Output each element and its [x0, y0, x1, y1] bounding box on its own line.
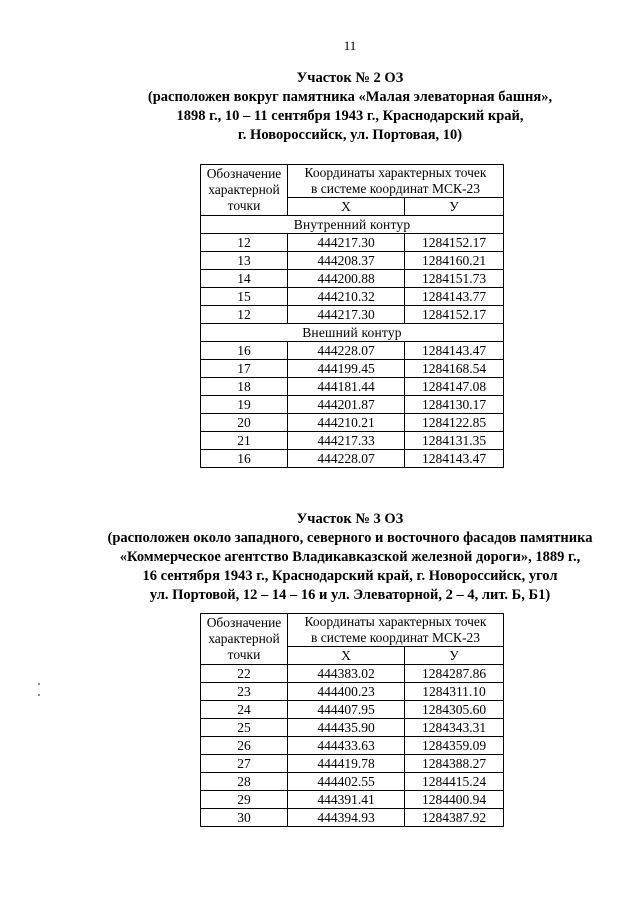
table-row [201, 342, 504, 360]
table-row [201, 396, 504, 414]
page-number: 11 [343, 38, 357, 53]
table-row [201, 378, 504, 396]
table-header-row [201, 614, 504, 647]
y-coordinate-cell: 1284152.17 [405, 306, 504, 324]
point-number-cell: 28 [201, 773, 288, 791]
section-subtitle-line: г. Новороссийск, ул. Портовая, 10) [237, 127, 463, 143]
section-heading-3 [0, 510, 639, 605]
table-body [201, 665, 504, 827]
x-coordinate-cell: 444210.21 [288, 414, 405, 432]
table-row [201, 773, 504, 791]
y-coordinate-cell: 1284388.27 [405, 755, 504, 773]
table-row [201, 755, 504, 773]
x-coordinate-cell: 444199.45 [288, 360, 405, 378]
contour-label: Внутренний контур [201, 216, 504, 234]
point-number-cell: 29 [201, 791, 288, 809]
scan-speck [38, 694, 40, 696]
point-column-header: Обозначение характерной точки [201, 165, 288, 216]
table-body [201, 216, 504, 468]
section-title: Участок № 2 ОЗ [296, 70, 404, 86]
y-coordinate-cell: 1284143.47 [405, 450, 504, 468]
y-column-header: У [405, 198, 504, 216]
coords-column-header: Координаты характерных точек в системе координат МСК-23 [288, 614, 504, 647]
x-coordinate-cell: 444210.32 [288, 288, 405, 306]
point-number-cell: 26 [201, 737, 288, 755]
x-coordinate-cell: 444208.37 [288, 252, 405, 270]
y-coordinate-cell: 1284151.73 [405, 270, 504, 288]
point-number-cell: 27 [201, 755, 288, 773]
x-column-header: X [288, 198, 405, 216]
x-column-header: X [288, 647, 405, 665]
point-number-cell: 15 [201, 288, 288, 306]
x-coordinate-cell: 444394.93 [288, 809, 405, 827]
x-coordinate-cell: 444201.87 [288, 396, 405, 414]
y-coordinate-cell: 1284143.47 [405, 342, 504, 360]
y-coordinate-cell: 1284387.92 [405, 809, 504, 827]
coordinates-table-2 [200, 164, 504, 468]
table-row [201, 360, 504, 378]
table-row [201, 791, 504, 809]
x-coordinate-cell: 444400.23 [288, 683, 405, 701]
section-subtitle-line: 16 сентября 1943 г., Краснодарский край, г. Новороссийск, угол [142, 568, 558, 584]
y-coordinate-cell: 1284305.60 [405, 701, 504, 719]
x-coordinate-cell: 444402.55 [288, 773, 405, 791]
point-number-cell: 16 [201, 450, 288, 468]
x-coordinate-cell: 444391.41 [288, 791, 405, 809]
point-number-cell: 13 [201, 252, 288, 270]
x-coordinate-cell: 444217.30 [288, 306, 405, 324]
table-header-row [201, 165, 504, 198]
x-coordinate-cell: 444228.07 [288, 342, 405, 360]
table-row [201, 234, 504, 252]
point-number-cell: 16 [201, 342, 288, 360]
section-title: Участок № 3 ОЗ [296, 511, 404, 527]
contour-group-row [201, 216, 504, 234]
contour-group-row [201, 324, 504, 342]
table-row [201, 719, 504, 737]
table-row [201, 252, 504, 270]
section-heading-2 [0, 69, 639, 145]
section-subtitle-line: «Коммерческое агентство Владикавказской железной дороги», 1889 г., [119, 549, 581, 565]
point-number-cell: 24 [201, 701, 288, 719]
scan-speck [38, 683, 40, 685]
x-coordinate-cell: 444217.30 [288, 234, 405, 252]
point-column-header: Обозначение характерной точки [201, 614, 288, 665]
coords-column-header: Координаты характерных точек в системе координат МСК-23 [288, 165, 504, 198]
y-coordinate-cell: 1284359.09 [405, 737, 504, 755]
y-coordinate-cell: 1284168.54 [405, 360, 504, 378]
point-number-cell: 17 [201, 360, 288, 378]
y-coordinate-cell: 1284311.10 [405, 683, 504, 701]
y-coordinate-cell: 1284400.94 [405, 791, 504, 809]
x-coordinate-cell: 444228.07 [288, 450, 405, 468]
point-number-cell: 14 [201, 270, 288, 288]
x-coordinate-cell: 444217.33 [288, 432, 405, 450]
x-coordinate-cell: 444407.95 [288, 701, 405, 719]
x-coordinate-cell: 444433.63 [288, 737, 405, 755]
table-row [201, 450, 504, 468]
y-coordinate-cell: 1284415.24 [405, 773, 504, 791]
table-row [201, 809, 504, 827]
y-coordinate-cell: 1284147.08 [405, 378, 504, 396]
y-coordinate-cell: 1284287.86 [405, 665, 504, 683]
point-number-cell: 25 [201, 719, 288, 737]
point-number-cell: 20 [201, 414, 288, 432]
y-coordinate-cell: 1284143.77 [405, 288, 504, 306]
y-coordinate-cell: 1284131.35 [405, 432, 504, 450]
x-coordinate-cell: 444181.44 [288, 378, 405, 396]
point-number-cell: 30 [201, 809, 288, 827]
point-number-cell: 21 [201, 432, 288, 450]
point-number-cell: 19 [201, 396, 288, 414]
table-row [201, 737, 504, 755]
point-number-cell: 23 [201, 683, 288, 701]
point-number-cell: 18 [201, 378, 288, 396]
table-row [201, 288, 504, 306]
section-subtitle-line: (расположен около западного, северного и восточного фасадов памятника [107, 530, 593, 546]
y-column-header: У [405, 647, 504, 665]
x-coordinate-cell: 444419.78 [288, 755, 405, 773]
table-row [201, 683, 504, 701]
table-row [201, 665, 504, 683]
x-coordinate-cell: 444200.88 [288, 270, 405, 288]
x-coordinate-cell: 444435.90 [288, 719, 405, 737]
section-subtitle-line: (расположен вокруг памятника «Малая элеваторная башня», [147, 89, 553, 105]
section-subtitle-line: ул. Портовой, 12 – 14 – 16 и ул. Элеваторной, 2 – 4, лит. Б, Б1) [149, 587, 551, 603]
table-row [201, 432, 504, 450]
y-coordinate-cell: 1284160.21 [405, 252, 504, 270]
y-coordinate-cell: 1284152.17 [405, 234, 504, 252]
point-number-cell: 22 [201, 665, 288, 683]
y-coordinate-cell: 1284343.31 [405, 719, 504, 737]
table-row [201, 306, 504, 324]
table-row [201, 414, 504, 432]
y-coordinate-cell: 1284122.85 [405, 414, 504, 432]
y-coordinate-cell: 1284130.17 [405, 396, 504, 414]
point-number-cell: 12 [201, 234, 288, 252]
point-number-cell: 12 [201, 306, 288, 324]
contour-label: Внешний контур [201, 324, 504, 342]
table-row [201, 701, 504, 719]
coordinates-table-3 [200, 613, 504, 827]
x-coordinate-cell: 444383.02 [288, 665, 405, 683]
table-row [201, 270, 504, 288]
section-subtitle-line: 1898 г., 10 – 11 сентября 1943 г., Краснодарский край, [176, 108, 524, 124]
